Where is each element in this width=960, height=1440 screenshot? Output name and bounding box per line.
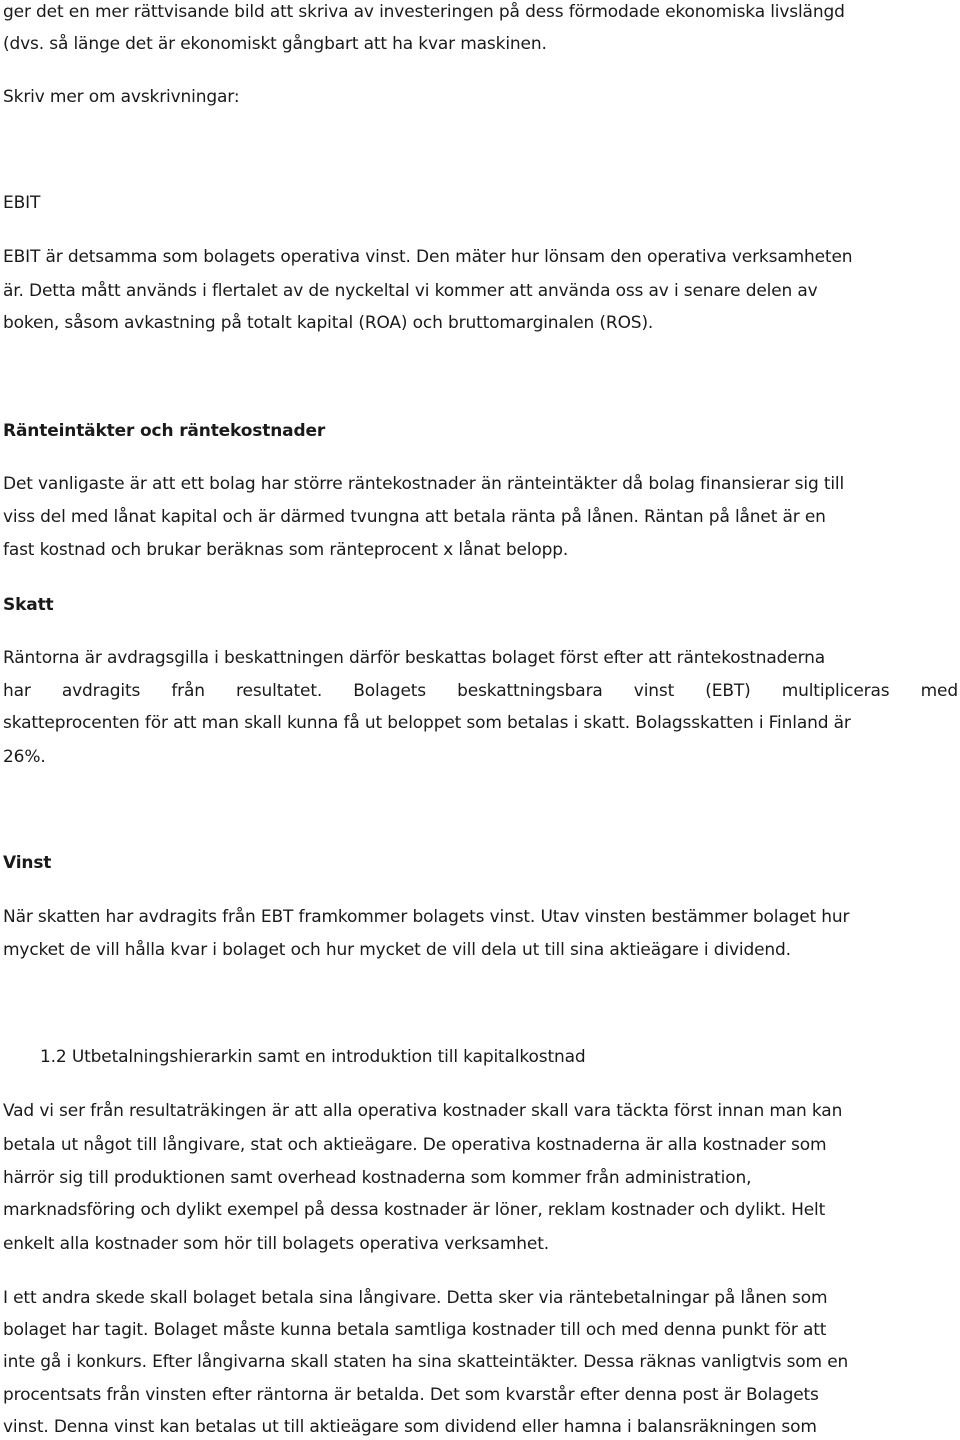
text-line: (dvs. så länge det är ekonomiskt gångbart att ha kvar maskinen.	[3, 34, 547, 54]
text-line: procentsats från vinsten efter räntorna är betalda. Det som kvarstår efter denna post är Bolagets	[3, 1385, 819, 1405]
section-heading-tax: Skatt	[3, 595, 54, 615]
section-heading-ebit: EBIT	[3, 193, 41, 213]
section-heading-interest: Ränteintäkter och räntekostnader	[3, 421, 326, 441]
text-line: boken, såsom avkastning på totalt kapital (ROA) och bruttomarginalen (ROS).	[3, 313, 654, 333]
section-heading-1-2: 1.2 Utbetalningshierarkin samt en introduktion till kapitalkostnad	[40, 1047, 586, 1067]
text-line: vinst. Denna vinst kan betalas ut till aktieägare som dividend eller hamna i balansräkningen som	[3, 1417, 817, 1437]
text-line: bolaget har tagit. Bolaget måste kunna betala samtliga kostnader till och med denna punkt för att	[3, 1320, 827, 1340]
text-line: härrör sig till produktionen samt overhead kostnaderna som kommer från administration,	[3, 1168, 752, 1188]
text-line: fast kostnad och brukar beräknas som ränteprocent x lånat belopp.	[3, 540, 569, 560]
text-line: skatteprocenten för att man skall kunna få ut beloppet som betalas i skatt. Bolagsskatten i Finland är	[3, 713, 851, 733]
text-line: marknadsföring och dylikt exempel på dessa kostnader är löner, reklam kostnader och dylikt. Helt	[3, 1200, 826, 1220]
text-line: är. Detta mått används i flertalet av de nyckeltal vi kommer att använda oss av i senare delen av	[3, 281, 818, 301]
depreciation-note: Skriv mer om avskrivningar:	[3, 87, 240, 107]
text-line: Det vanligaste är att ett bolag har större räntekostnader än ränteintäkter då bolag finansierar sig till	[3, 474, 845, 494]
text-line: Vad vi ser från resultaträkingen är att alla operativa kostnader skall vara täckta först innan man kan	[3, 1101, 843, 1121]
text-line: Räntorna är avdragsgilla i beskattningen därför beskattas bolaget först efter att räntekostnaderna	[3, 648, 826, 668]
section-heading-profit: Vinst	[3, 853, 52, 873]
text-line: EBIT är detsamma som bolagets operativa vinst. Den mäter hur lönsam den operativa verksamheten	[3, 247, 853, 267]
text-line: 26%.	[3, 747, 46, 767]
text-line: I ett andra skede skall bolaget betala sina långivare. Detta sker via räntebetalningar på lånen som	[3, 1288, 828, 1308]
text-line: har avdragits från resultatet. Bolagets beskattningsbara vinst (EBT) multipliceras med	[3, 681, 958, 701]
text-line: När skatten har avdragits från EBT framkommer bolagets vinst. Utav vinsten bestämmer bolaget hur	[3, 907, 850, 927]
text-line: viss del med lånat kapital och är därmed tvungna att betala ränta på lånen. Räntan på lånet är en	[3, 507, 826, 527]
text-line: inte gå i konkurs. Efter långivarna skall staten ha sina skatteintäkter. Dessa räknas vanligtvis som en	[3, 1352, 849, 1372]
text-line: ger det en mer rättvisande bild att skriva av investeringen på dess förmodade ekonomiska livslängd	[3, 2, 845, 22]
text-line: mycket de vill hålla kvar i bolaget och hur mycket de vill dela ut till sina aktieägare i dividend.	[3, 940, 791, 960]
text-line: betala ut något till långivare, stat och aktieägare. De operativa kostnaderna är alla kostnader som	[3, 1135, 827, 1155]
text-line: enkelt alla kostnader som hör till bolagets operativa verksamhet.	[3, 1234, 550, 1254]
